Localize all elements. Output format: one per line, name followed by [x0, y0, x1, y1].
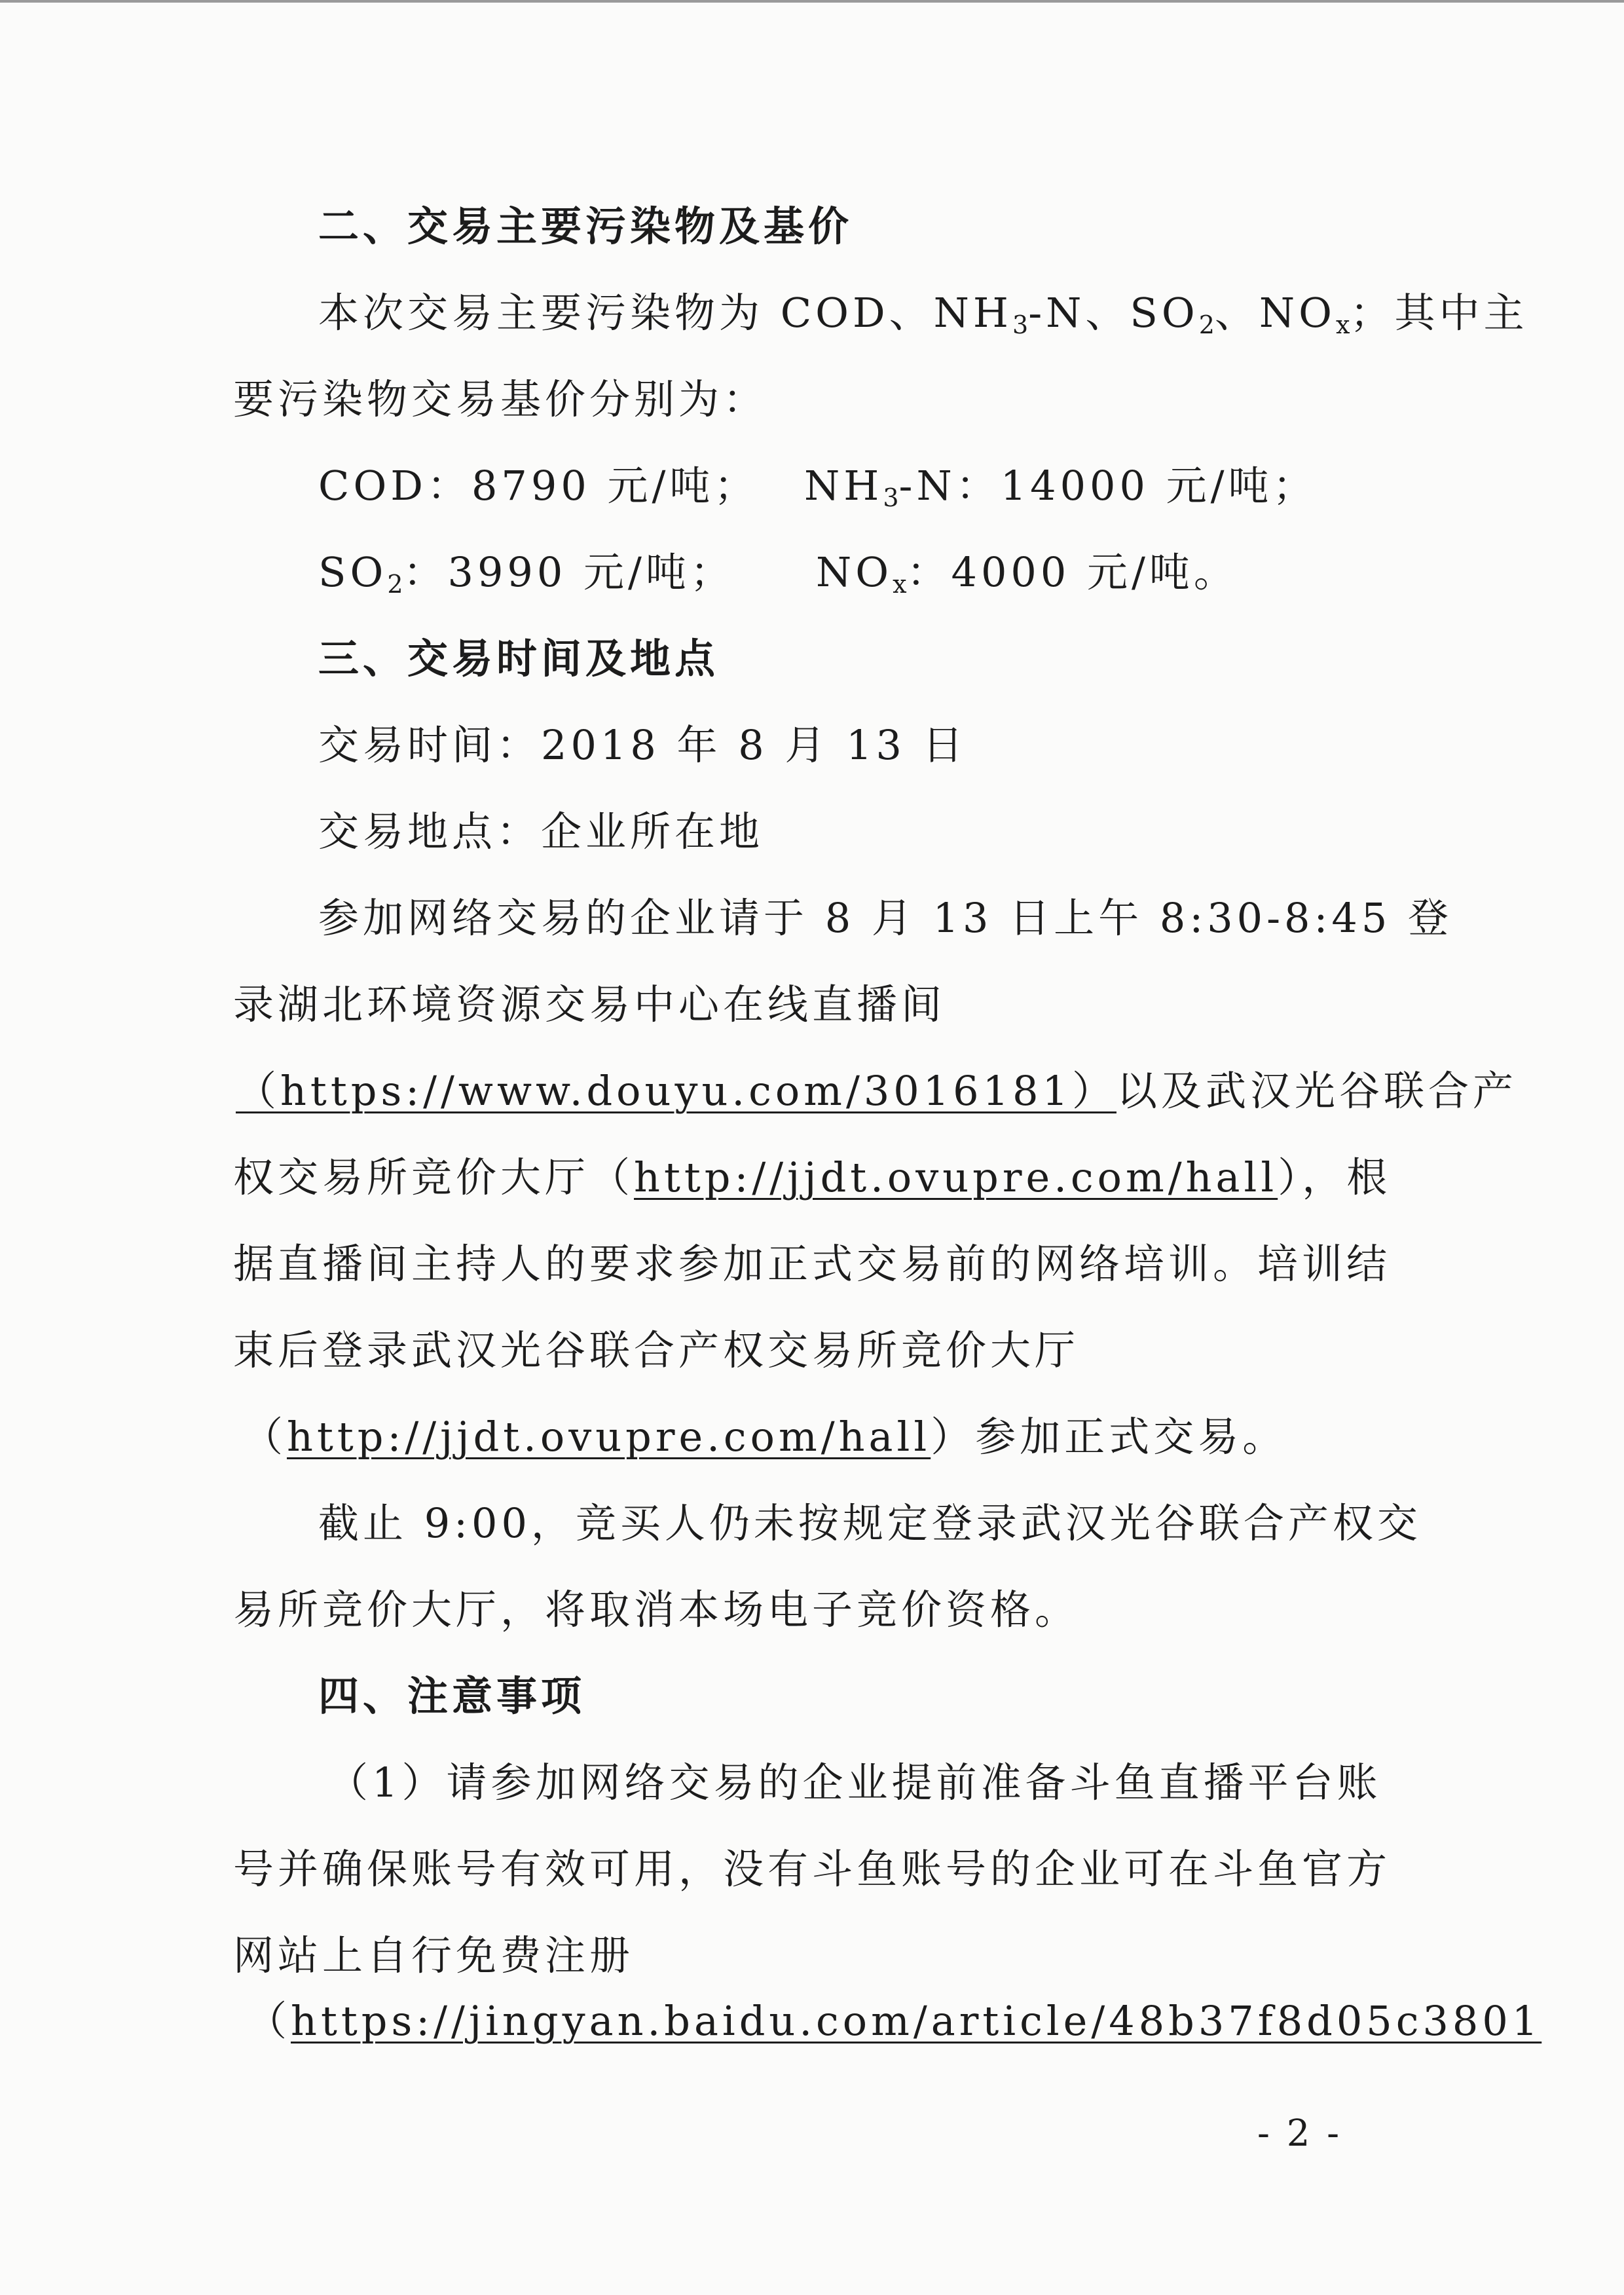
notice-1-line-3: 网站上自行免费注册 [233, 1931, 635, 1979]
notice-1-line-2: 号并确保账号有效可用，没有斗鱼账号的企业可在斗鱼官方 [233, 1845, 1392, 1893]
baidu-jingyan-link[interactable]: https://jingyan.baidu.com/article/48b37f8d05c3801 [291, 1997, 1542, 2045]
section-2-heading: 二、交易主要污染物及基价 [318, 202, 853, 250]
deadline-line-1: 截止 9:00，竞买人仍未按规定登录武汉光谷联合产权交 [318, 1499, 1422, 1547]
online-trading-line-7: （http://jjdt.ovupre.com/hall）参加正式交易。 [242, 1413, 1287, 1461]
section-4-heading: 四、注意事项 [318, 1672, 586, 1720]
online-trading-line-3: （https://www.douyu.com/3016181）以及武汉光谷联合产 [236, 1067, 1517, 1115]
online-trading-line-4: 权交易所竞价大厅（http://jjdt.ovupre.com/hall），根 [233, 1153, 1392, 1201]
online-trading-line-6: 束后登录武汉光谷联合产权交易所竞价大厅 [233, 1326, 1080, 1374]
notice-1-line-1: （1）请参加网络交易的企业提前准备斗鱼直播平台账 [327, 1759, 1382, 1806]
price-nox: $NO_x$：4000 元/吨。 [816, 548, 1238, 599]
online-trading-line-1: 参加网络交易的企业请于 8 月 13 日上午 8:30-8:45 登 [318, 894, 1452, 942]
scan-top-edge [0, 0, 1624, 3]
page-number: - 2 - [1257, 2112, 1342, 2155]
notice-1-line-4: （https://jingyan.baidu.com/article/48b37f8d05c3801 [246, 1997, 1542, 2045]
section-3-heading: 三、交易时间及地点 [318, 635, 720, 682]
trade-place: 交易地点：企业所在地 [318, 808, 764, 855]
trade-time: 交易时间：2018 年 8 月 13 日 [318, 721, 967, 769]
deadline-line-2: 易所竞价大厅，将取消本场电子竞价资格。 [233, 1586, 1080, 1633]
douyu-live-link[interactable]: （https://www.douyu.com/3016181） [236, 1067, 1116, 1115]
bidding-hall-link-2[interactable]: http://jjdt.ovupre.com/hall [287, 1413, 931, 1461]
online-trading-line-2: 录湖北环境资源交易中心在线直播间 [233, 980, 946, 1028]
price-nh3-n: $NH_3-N$：14000 元/吨； [804, 462, 1318, 512]
section-2-paragraph-line-2: 要污染物交易基价分别为： [233, 375, 768, 423]
price-cod: COD：8790 元/吨； [318, 462, 759, 510]
bidding-hall-link-1[interactable]: http://jjdt.ovupre.com/hall [634, 1153, 1278, 1201]
online-trading-line-5: 据直播间主持人的要求参加正式交易前的网络培训。培训结 [233, 1240, 1392, 1288]
price-so2: $SO_2$：3990 元/吨； [318, 548, 735, 599]
section-2-paragraph-line-1: 本次交易主要污染物为 COD、$NH_3-N$、$SO_2$、$NO_x$；其中主 [318, 289, 1528, 339]
